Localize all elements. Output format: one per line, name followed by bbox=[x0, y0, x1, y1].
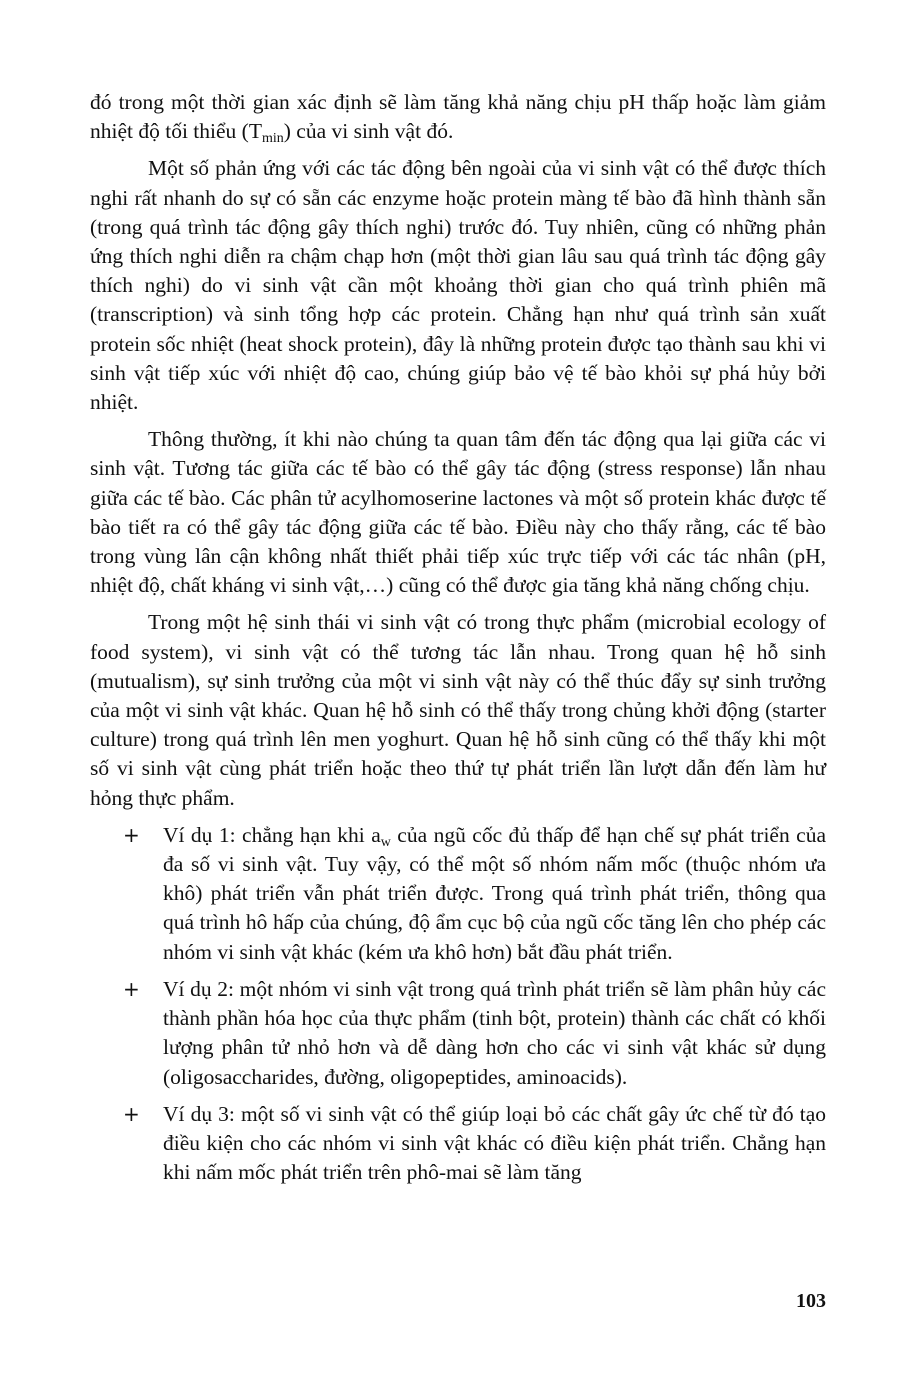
paragraph-0-text-end: ) của vi sinh vật đó. bbox=[283, 119, 454, 144]
page-number: 103 bbox=[796, 1290, 826, 1312]
list-item bbox=[90, 1100, 826, 1188]
plus-bullet-icon: + bbox=[123, 1101, 140, 1126]
list-item bbox=[90, 821, 826, 967]
plus-bullet-icon: + bbox=[123, 822, 140, 847]
paragraph-0 bbox=[90, 88, 826, 146]
paragraph-2: Thông thường, ít khi nào chúng ta quan tâm đến tác động qua lại giữa các vi sinh vật. Tương tác giữa các tế bào có thể gây tác động (stress response) lẫn nhau giữa các tế bào. Các phân tử acylhomoserine lactones và một số protein khác được tế bào tiết ra có thể gây tác động giữa các tế bào. Điều này cho thấy rằng, các tế bào trong vùng lân cận không nhất thiết phải tiếp xúc trực tiếp với các tác nhân (pH, nhiệt độ, chất kháng vi sinh vật,…) cũng có thể được gia tăng khả năng chống chịu. bbox=[90, 427, 826, 598]
example-1-text-end: của ngũ cốc đủ thấp để hạn chế sự phát triển của đa số vi sinh vật. Tuy vậy, có thể một số nhóm nấm mốc (thuộc nhóm ưa khô) phát triển vẫn phát triển được. Trong quá trình phát triển, thông qua quá trình hô hấp của chúng, độ ẩm cục bộ của ngũ cốc tăng lên cho phép các nhóm vi sinh vật khác (kém ưa khô hơn) bắt đầu phát triển. bbox=[163, 822, 826, 964]
plus-bullet-icon: + bbox=[123, 976, 140, 1001]
paragraph-0-text: đó trong một thời gian xác định sẽ làm tăng khả năng chịu pH thấp hoặc làm giảm nhiệt độ tối thiểu (T bbox=[90, 90, 826, 144]
paragraph-3: Trong một hệ sinh thái vi sinh vật có trong thực phẩm (microbial ecology of food system), vi sinh vật có thể tương tác lẫn nhau. Trong quan hệ hỗ sinh (mutualism), sự sinh trưởng của một vi sinh vật này có thể thúc đẩy sự sinh trưởng của một vi sinh vật khác. Quan hệ hỗ sinh có thể thấy trong chủng khởi động (starter culture) trong quá trình lên men yoghurt. Quan hệ hỗ sinh cũng có thể thấy khi một số vi sinh vật cùng phát triển hoặc theo thứ tự phát triển lần lượt dẫn đến làm hư hỏng thực phẩm. bbox=[90, 610, 826, 810]
t-min-subscript: min bbox=[261, 131, 284, 147]
aw-subscript: w bbox=[380, 834, 391, 850]
paragraph-1: Một số phản ứng với các tác động bên ngoài của vi sinh vật có thể được thích nghi rất nhanh do sự có sẵn các enzyme hoặc protein màng tế bào đã hình thành sẵn (trong quá trình tác động gây thích nghi) trước đó. Tuy nhiên, cũng có những phản ứng thích nghi diễn ra chậm chạp hơn (một thời gian lâu sau quá trình tác động gây thích nghi) do vi sinh vật cần một khoảng thời gian cho quá trình phiên mã (transcription) và sinh tổng hợp các protein. Chẳng hạn như quá trình sản xuất protein sốc nhiệt (heat shock protein), đây là những protein được tạo thành sau khi vi sinh vật tiếp xúc với nhiệt độ cao, chúng giúp bảo vệ tế bào khỏi sự phá hủy bởi nhiệt. bbox=[90, 156, 826, 415]
example-list bbox=[90, 821, 826, 1187]
list-item bbox=[90, 975, 826, 1092]
example-1-text: Ví dụ 1: chẳng hạn khi a bbox=[163, 822, 381, 847]
page-body bbox=[90, 88, 826, 1195]
example-2-text: Ví dụ 2: một nhóm vi sinh vật trong quá trình phát triển sẽ làm phân hủy các thành phần hóa học của thực phẩm (tinh bột, protein) thành các chất có khối lượng phân tử nhỏ hơn và dễ dàng hơn cho các vi sinh vật khác sử dụng (oligosaccharides, đường, oligopeptides, aminoacids). bbox=[163, 976, 826, 1089]
example-3-text: Ví dụ 3: một số vi sinh vật có thể giúp loại bỏ các chất gây ức chế từ đó tạo điều kiện cho các nhóm vi sinh vật khác có điều kiện phát triển. Chẳng hạn khi nấm mốc phát triển trên phô-mai sẽ làm tăng bbox=[163, 1101, 826, 1185]
